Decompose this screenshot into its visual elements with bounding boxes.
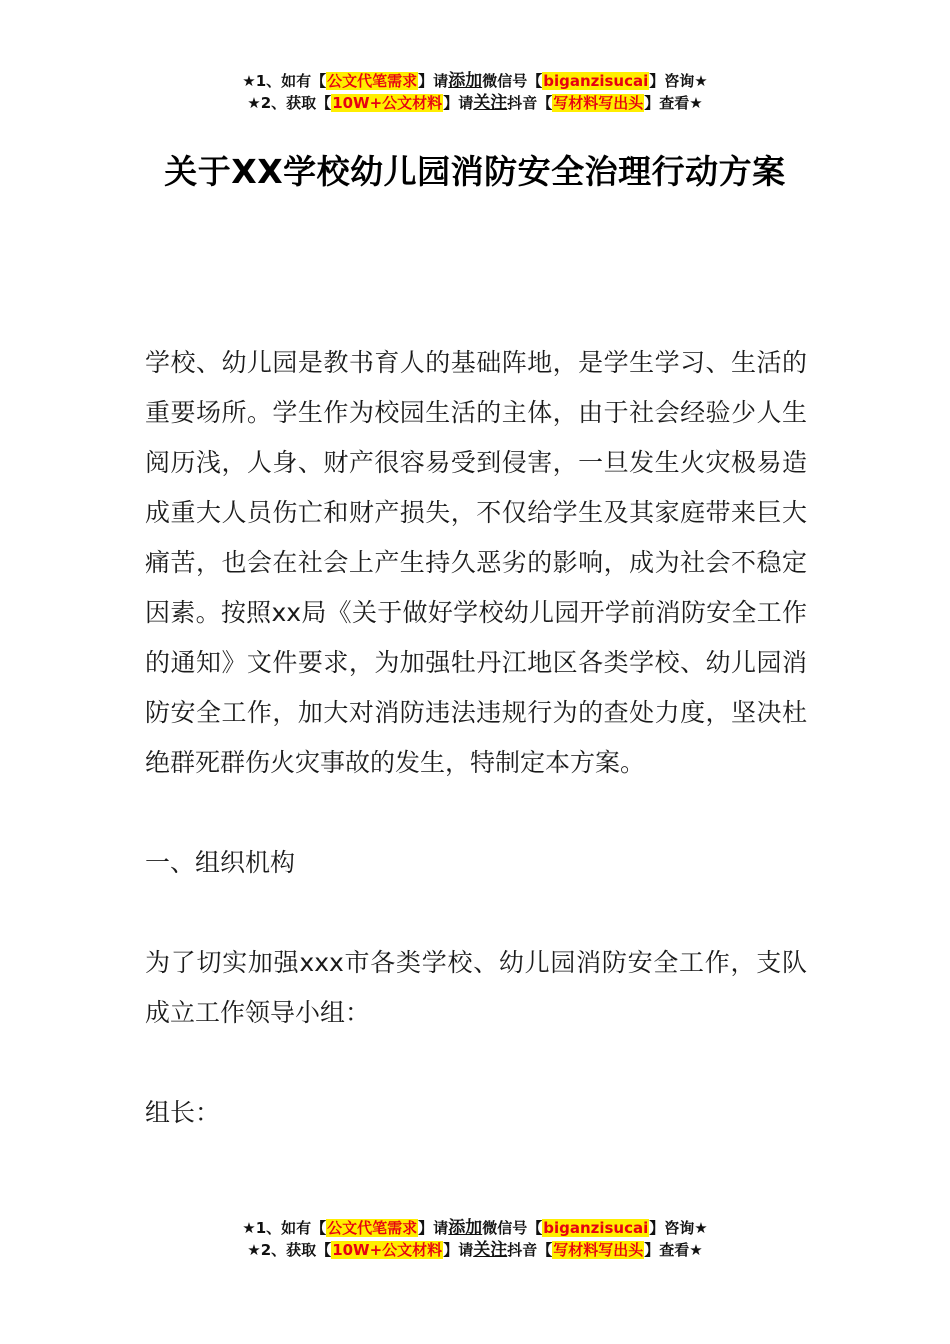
promo-highlight: biganzisucai: [543, 72, 649, 90]
promo-highlight: biganzisucai: [543, 1219, 649, 1237]
promo-highlight: 10W+公文材料: [332, 94, 443, 112]
promo-line-2: ★2、获取【10W+公文材料】请关注抖音【写材料写出头】查看★: [247, 1240, 703, 1260]
promo-line-1: ★1、如有【公文代笔需求】请添加微信号【biganzisucai】咨询★: [242, 71, 708, 91]
section-heading: 一、组织机构: [145, 848, 296, 877]
promo-highlight: 公文代笔需求: [327, 72, 418, 90]
promo-highlight: 10W+公文材料: [332, 1241, 443, 1259]
promo-line-2: ★2、获取【10W+公文材料】请关注抖音【写材料写出头】查看★: [247, 93, 703, 113]
leader-label: 组长：: [145, 1098, 221, 1127]
footer-promo-banner: [0, 1217, 950, 1261]
document-body: [145, 338, 807, 1138]
promo-highlight: 写材料写出头: [553, 1241, 644, 1259]
section-paragraph: 为了切实加强xxx市各类学校、幼儿园消防安全工作，支队成立工作领导小组：: [145, 948, 807, 1027]
promo-highlight: 写材料写出头: [553, 94, 644, 112]
intro-paragraph: 学校、幼儿园是教书育人的基础阵地，是学生学习、生活的重要场所。学生作为校园生活的主体，由于社会经验少人生阅历浅，人身、财产很容易受到侵害，一旦发生火灾极易造成重大人员伤亡和财产损失，不仅给学生及其家庭带来巨大痛苦，也会在社会上产生持久恶劣的影响，成为社会不稳定因素。按照xx局《关于做好学校幼儿园开学前消防安全工作的通知》文件要求，为加强牡丹江地区各类学校、幼儿园消防安全工作，加大对消防违法违规行为的查处力度，坚决杜绝群死群伤火灾事故的发生，特制定本方案。: [145, 348, 807, 777]
document-title: 关于XX学校幼儿园消防安全治理行动方案: [164, 152, 786, 191]
promo-line-1: ★1、如有【公文代笔需求】请添加微信号【biganzisucai】咨询★: [242, 1218, 708, 1238]
promo-highlight: 公文代笔需求: [327, 1219, 418, 1237]
header-promo-banner: [0, 70, 950, 114]
